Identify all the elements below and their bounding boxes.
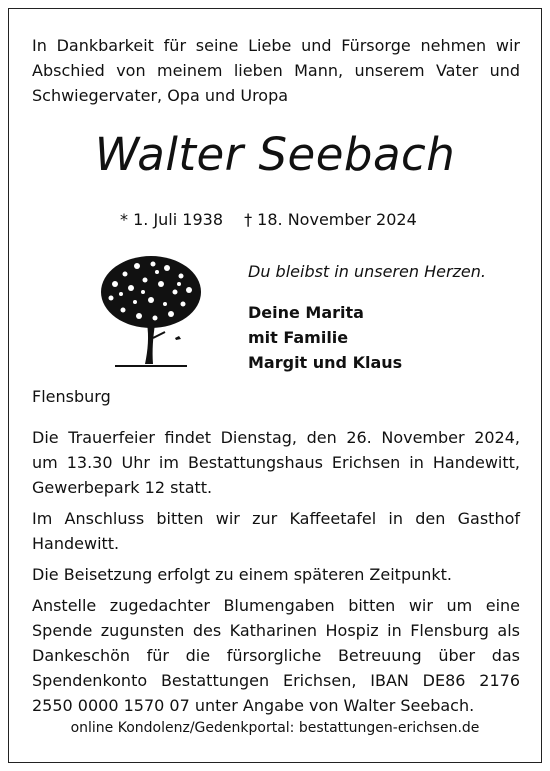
family-line: mit Familie: [248, 328, 349, 347]
family-line: Deine Marita: [248, 303, 364, 322]
text-line: Die Beisetzung erfolgt zu einem späteren Zeitpunkt.: [32, 565, 453, 584]
text-line: Anstelle zugedachter Blumengaben bitten wir um eine: [32, 596, 520, 615]
intro-text: [32, 33, 520, 108]
burial-paragraph: [32, 562, 520, 587]
text-line: Handewitt.: [32, 534, 120, 553]
tree-icon: [95, 254, 207, 374]
intro-line: In Dankbarkeit für seine Liebe und Fürsorge nehmen wir: [32, 36, 520, 55]
text-line: Die Trauerfeier findet Dienstag, den 26. November 2024,: [32, 428, 520, 447]
text-line: Dankeschön für die fürsorgliche Betreuung über das: [32, 646, 520, 665]
quote: Du bleibst in unseren Herzen.: [248, 262, 486, 281]
intro-line: Abschied von meinem lieben Mann, unserem Vater und: [32, 61, 520, 80]
text-line: 2550 0000 1570 07 unter Angabe von Walter Seebach.: [32, 696, 475, 715]
reception-paragraph: [32, 506, 520, 556]
city: Flensburg: [32, 387, 111, 406]
family-signature: [248, 300, 402, 375]
text-line: um 13.30 Uhr im Bestattungshaus Erichsen in Handewitt,: [32, 453, 520, 472]
text-line: Spendenkonto Bestattungen Erichsen, IBAN DE86 2176: [32, 671, 520, 690]
service-details: [32, 425, 520, 724]
death-date: † 18. November 2024: [244, 210, 417, 229]
text-line: Gewerbepark 12 statt.: [32, 478, 213, 497]
intro-line: Schwiegervater, Opa und Uropa: [32, 86, 289, 105]
condolence-portal: online Kondolenz/Gedenkportal: bestattungen-erichsen.de: [70, 720, 480, 736]
donation-paragraph: [32, 593, 520, 718]
service-paragraph: [32, 425, 520, 500]
family-line: Margit und Klaus: [248, 353, 403, 372]
text-line: Spende zugunsten des Katharinen Hospiz in Flensburg als: [32, 621, 520, 640]
deceased-name: Walter Seebach: [94, 128, 456, 181]
text-line: Im Anschluss bitten wir zur Kaffeetafel in den Gasthof: [32, 509, 520, 528]
life-dates: [120, 208, 417, 232]
birth-date: * 1. Juli 1938: [120, 210, 223, 229]
